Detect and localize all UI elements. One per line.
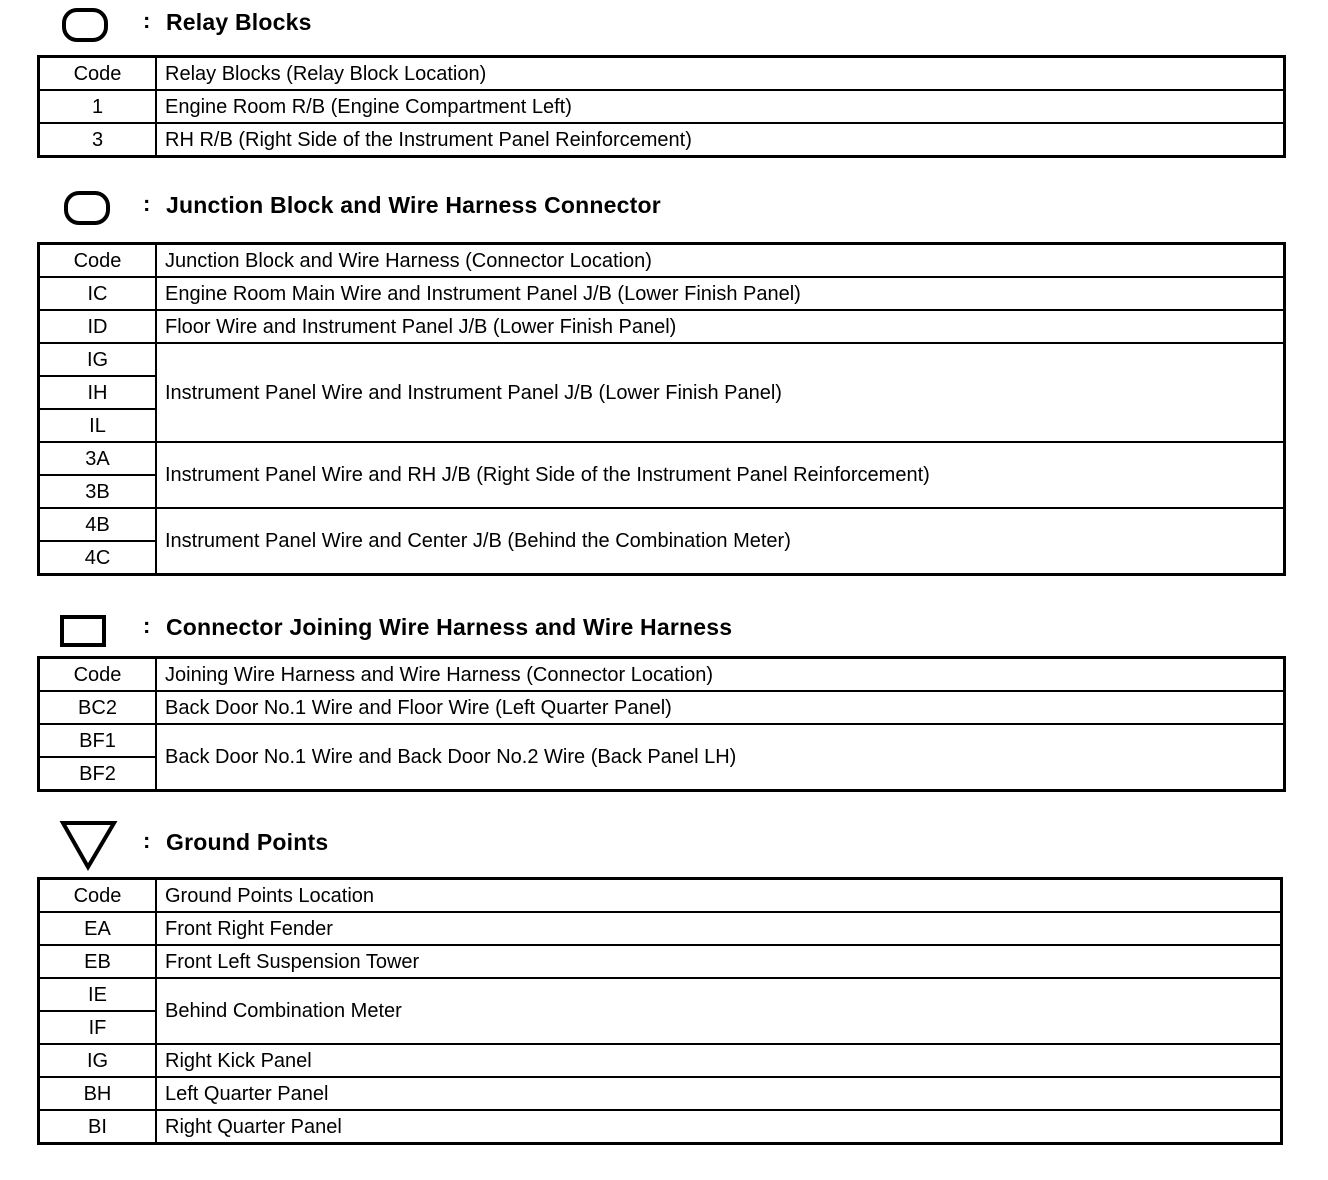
code-cell: BH: [39, 1077, 157, 1110]
code-cell: IH: [39, 376, 157, 409]
location-cell: Back Door No.1 Wire and Floor Wire (Left Quarter Panel): [156, 691, 1285, 724]
location-cell: Instrument Panel Wire and Instrument Panel J/B (Lower Finish Panel): [156, 343, 1285, 442]
code-cell: 4C: [39, 541, 157, 575]
code-cell: 3: [39, 123, 157, 157]
table-header-row: [39, 658, 1285, 692]
table-row: [39, 508, 1285, 541]
location-cell: Back Door No.1 Wire and Back Door No.2 Wire (Back Panel LH): [156, 724, 1285, 791]
code-cell: 3B: [39, 475, 157, 508]
table-row: [39, 1044, 1282, 1077]
code-cell: EB: [39, 945, 157, 978]
table-row: [39, 912, 1282, 945]
table-header-row: [39, 57, 1285, 91]
code-cell: 3A: [39, 442, 157, 475]
table-header-row: [39, 879, 1282, 913]
inverted-triangle-icon: [58, 818, 120, 872]
table-row: [39, 724, 1285, 757]
table-row: [39, 310, 1285, 343]
section-colon: :: [143, 8, 151, 33]
ground-points-table: [37, 877, 1283, 1145]
section-colon: :: [143, 828, 151, 853]
location-header: Joining Wire Harness and Wire Harness (Connector Location): [156, 658, 1285, 692]
section-title: Junction Block and Wire Harness Connector: [166, 192, 661, 218]
location-cell: Left Quarter Panel: [156, 1077, 1282, 1110]
code-cell: IL: [39, 409, 157, 442]
section-title: Ground Points: [166, 829, 329, 855]
code-header: Code: [39, 879, 157, 913]
location-cell: Instrument Panel Wire and Center J/B (Behind the Combination Meter): [156, 508, 1285, 575]
table-header-row: [39, 244, 1285, 278]
code-cell: IC: [39, 277, 157, 310]
code-cell: 4B: [39, 508, 157, 541]
table-row: [39, 1110, 1282, 1144]
code-cell: 1: [39, 90, 157, 123]
table-row: [39, 277, 1285, 310]
section-colon: :: [143, 613, 151, 638]
code-cell: IG: [39, 1044, 157, 1077]
section-title: Connector Joining Wire Harness and Wire Harness: [166, 614, 733, 640]
code-cell: ID: [39, 310, 157, 343]
location-cell: Right Kick Panel: [156, 1044, 1282, 1077]
code-cell: BI: [39, 1110, 157, 1144]
location-cell: Behind Combination Meter: [156, 978, 1282, 1044]
table-row: [39, 945, 1282, 978]
location-header: Ground Points Location: [156, 879, 1282, 913]
location-cell: Front Right Fender: [156, 912, 1282, 945]
location-cell: Front Left Suspension Tower: [156, 945, 1282, 978]
table-row: [39, 343, 1285, 376]
location-cell: Floor Wire and Instrument Panel J/B (Lower Finish Panel): [156, 310, 1285, 343]
location-header: Junction Block and Wire Harness (Connector Location): [156, 244, 1285, 278]
code-cell: BC2: [39, 691, 157, 724]
table-row: [39, 90, 1285, 123]
code-cell: IF: [39, 1011, 157, 1044]
section-title: Relay Blocks: [166, 9, 312, 35]
location-cell: Right Quarter Panel: [156, 1110, 1282, 1144]
code-cell: EA: [39, 912, 157, 945]
location-cell: RH R/B (Right Side of the Instrument Panel Reinforcement): [156, 123, 1285, 157]
code-cell: IE: [39, 978, 157, 1011]
connector-table: [37, 656, 1286, 792]
location-cell: Engine Room R/B (Engine Compartment Left): [156, 90, 1285, 123]
code-header: Code: [39, 244, 157, 278]
code-header: Code: [39, 658, 157, 692]
table-row: [39, 123, 1285, 157]
rounded-rectangle-icon: [62, 189, 114, 227]
code-cell: BF2: [39, 757, 157, 791]
table-row: [39, 1077, 1282, 1110]
location-header: Relay Blocks (Relay Block Location): [156, 57, 1285, 91]
junction-block-table: [37, 242, 1286, 576]
section-colon: :: [143, 191, 151, 216]
table-row: [39, 978, 1282, 1011]
location-cell: Instrument Panel Wire and RH J/B (Right Side of the Instrument Panel Reinforcement): [156, 442, 1285, 508]
table-row: [39, 691, 1285, 724]
code-header: Code: [39, 57, 157, 91]
rounded-rectangle-icon: [60, 6, 112, 44]
rectangle-icon: [58, 613, 108, 649]
code-cell: IG: [39, 343, 157, 376]
location-cell: Engine Room Main Wire and Instrument Panel J/B (Lower Finish Panel): [156, 277, 1285, 310]
relay-blocks-table: [37, 55, 1286, 158]
table-row: [39, 442, 1285, 475]
code-cell: BF1: [39, 724, 157, 757]
